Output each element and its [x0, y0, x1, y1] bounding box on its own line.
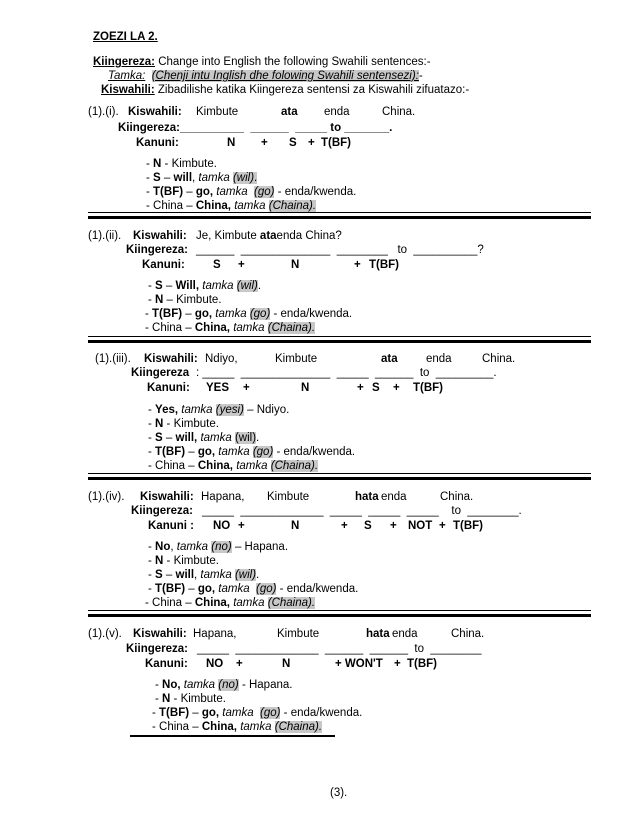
kanuni-part: T(BF): [413, 382, 444, 394]
note-line: - No, tamka (no) - Hapana.: [155, 679, 293, 691]
page-title: ZOEZI LA 2.: [93, 31, 158, 43]
divider: [88, 216, 591, 219]
note-line: - N - Kimbute.: [148, 418, 219, 430]
exercise-number: (1).(v).: [88, 628, 122, 640]
sentence-word: enda: [381, 491, 407, 503]
kanuni-part: N: [291, 259, 300, 271]
note-line: - S – will, tamka (wil).: [148, 432, 260, 444]
kanuni-part: NOT: [408, 520, 433, 532]
kanuni-part: +: [357, 382, 364, 394]
sentence-word: China.: [451, 628, 485, 640]
kanuni-part: T(BF): [407, 658, 438, 670]
kanuni-part: +: [238, 259, 245, 271]
english-blanks-line: Kiingereza:__________ ______ _____ to _______.: [118, 122, 393, 134]
kanuni-part: + WON'T: [335, 658, 383, 670]
kanuni-part: NO: [206, 658, 224, 670]
note-line: - T(BF) – go, tamka (go) - enda/kwenda.: [148, 583, 359, 595]
sentence-word: Ndiyo,: [205, 353, 238, 365]
note-line: - T(BF) – go, tamka (go) - enda/kwenda.: [148, 446, 356, 458]
kanuni-part: N: [301, 382, 310, 394]
kanuni-part: +: [308, 137, 315, 149]
kiswahili-label: Kiswahili:: [133, 230, 187, 242]
kanuni-label: Kanuni:: [142, 259, 185, 271]
instruction-pronunciation: [108, 69, 423, 83]
kanuni-part: N: [227, 137, 236, 149]
english-blanks: : _____ ______________ _____ ______ to _________.: [196, 367, 497, 379]
english-label: Kiingereza: [131, 367, 190, 379]
kanuni-part: S: [364, 520, 372, 532]
kanuni-part: +: [394, 658, 401, 670]
kanuni-label: Kanuni :: [148, 520, 194, 532]
note-line: - N – Kimbute.: [148, 294, 222, 306]
instruction-swahili: [101, 83, 469, 97]
kanuni-part: S: [372, 382, 380, 394]
kanuni-part: +: [390, 520, 397, 532]
note-line: - S – Will, tamka (wil).: [148, 280, 262, 292]
note-line: - China – China, tamka (Chaina).: [145, 597, 316, 609]
sentence-word: Kimbute: [267, 491, 310, 503]
sentence-word: Hapana,: [201, 491, 245, 503]
sentence-word-tense: ata: [281, 106, 298, 118]
divider: [88, 340, 591, 343]
sentence-word: China.: [440, 491, 474, 503]
note-line: - China – China, tamka (Chaina).: [152, 721, 323, 733]
note-line: - China – China, tamka (Chaina).: [146, 200, 317, 212]
kanuni-label: Kanuni:: [145, 658, 188, 670]
page-number: (3).: [330, 787, 348, 799]
kanuni-part: +: [393, 382, 400, 394]
instruction-english-text: Change into English the following Swahili sentences:-: [155, 56, 431, 68]
note-line: - S – will, tamka (wil).: [148, 569, 260, 581]
note-line: - Yes, tamka (yesi) – Ndiyo.: [148, 404, 290, 416]
kanuni-part: +: [238, 520, 245, 532]
sentence-word: enda: [426, 353, 452, 365]
kanuni-part: +: [354, 259, 361, 271]
kanuni-part: +: [439, 520, 446, 532]
exercise-number: (1).(iv).: [88, 491, 125, 503]
note-line: - N - Kimbute.: [148, 555, 219, 567]
sentence-word: Kimbute: [277, 628, 320, 640]
sentence-word: Hapana,: [193, 628, 237, 640]
sentence-word: China.: [382, 106, 416, 118]
sentence-word: enda: [392, 628, 418, 640]
sentence-word: enda: [324, 106, 350, 118]
sentence-word: Kimbute: [196, 106, 239, 118]
instruction-english-label: Kiingereza:: [93, 56, 155, 68]
divider: [88, 614, 591, 617]
kanuni-part: T(BF): [453, 520, 484, 532]
note-line: - S – will, tamka (wil).: [146, 172, 258, 184]
english-label: Kiingereza:: [126, 643, 188, 655]
instruction-swahili-label: Kiswahili:: [101, 84, 155, 96]
note-line: - T(BF) – go, tamka (go) - enda/kwenda.: [145, 308, 353, 320]
english-blanks: _____ _____________ ______ ______ to ________: [197, 643, 482, 655]
kiswahili-label: Kiswahili:: [133, 628, 187, 640]
english-label: Kiingereza:: [131, 505, 193, 517]
note-line: - N - Kimbute.: [155, 693, 226, 705]
sentence-word-tense: ata: [381, 353, 398, 365]
kanuni-label: Kanuni:: [147, 382, 190, 394]
kanuni-part: S: [289, 137, 297, 149]
kiswahili-label: Kiswahili:: [128, 106, 182, 118]
sentence-word-tense: hata: [355, 491, 379, 503]
note-line: - No, tamka (no) – Hapana.: [148, 541, 289, 553]
instruction-english: [93, 55, 431, 69]
english-blanks: _____ _____________ _____ _____ _____ to ________.: [202, 505, 522, 517]
english-label: Kiingereza:: [126, 244, 188, 256]
kanuni-part: N: [282, 658, 291, 670]
exercise-number: (1).(iii).: [95, 353, 131, 365]
divider: [88, 336, 591, 337]
note-line: - China – China, tamka (Chaina).: [148, 460, 319, 472]
kanuni-part: T(BF): [321, 137, 352, 149]
kanuni-part: N: [291, 520, 300, 532]
exercise-number: (1).(ii).: [88, 230, 122, 242]
sentence: Je, Kimbute ataenda China?: [196, 230, 342, 242]
divider: [88, 610, 591, 611]
kanuni-part: +: [341, 520, 348, 532]
note-line: - T(BF) – go, tamka (go) - enda/kwenda.: [146, 186, 357, 198]
divider: [88, 473, 591, 474]
kanuni-part: T(BF): [369, 259, 400, 271]
kanuni-part: +: [261, 137, 268, 149]
note-line: - T(BF) – go, tamka (go) - enda/kwenda.: [152, 707, 363, 719]
instruction-pronunciation-label: Tamka:: [108, 70, 146, 82]
note-line: - China – China, tamka (Chaina).: [145, 322, 316, 334]
divider: [88, 477, 591, 480]
sentence-word: China.: [482, 353, 516, 365]
kanuni-part: NO: [213, 520, 231, 532]
instruction-pronunciation-tail: -: [418, 70, 423, 82]
kiswahili-label: Kiswahili:: [144, 353, 198, 365]
kanuni-part: +: [236, 658, 243, 670]
english-blanks: ______ ______________ ________ to __________?: [196, 244, 484, 256]
kanuni-label: Kanuni:: [136, 137, 179, 149]
note-line: - N - Kimbute.: [146, 158, 217, 170]
divider: [130, 735, 335, 737]
kanuni-part: +: [243, 382, 250, 394]
exercise-number: (1).(i).: [88, 106, 119, 118]
sentence-word-tense: hata: [366, 628, 390, 640]
divider: [88, 212, 591, 213]
sentence-word: Kimbute: [275, 353, 318, 365]
kiswahili-label: Kiswahili:: [140, 491, 194, 503]
kanuni-part: YES: [206, 382, 230, 394]
instruction-swahili-text: Zibadilishe katika Kiingereza sentensi za Kiswahili zifuatazo:-: [154, 84, 470, 96]
instruction-pronunciation-text: (Chenji intu Inglish dhe folowing Swahili sentensezi):: [151, 70, 419, 82]
kanuni-part: S: [213, 259, 221, 271]
